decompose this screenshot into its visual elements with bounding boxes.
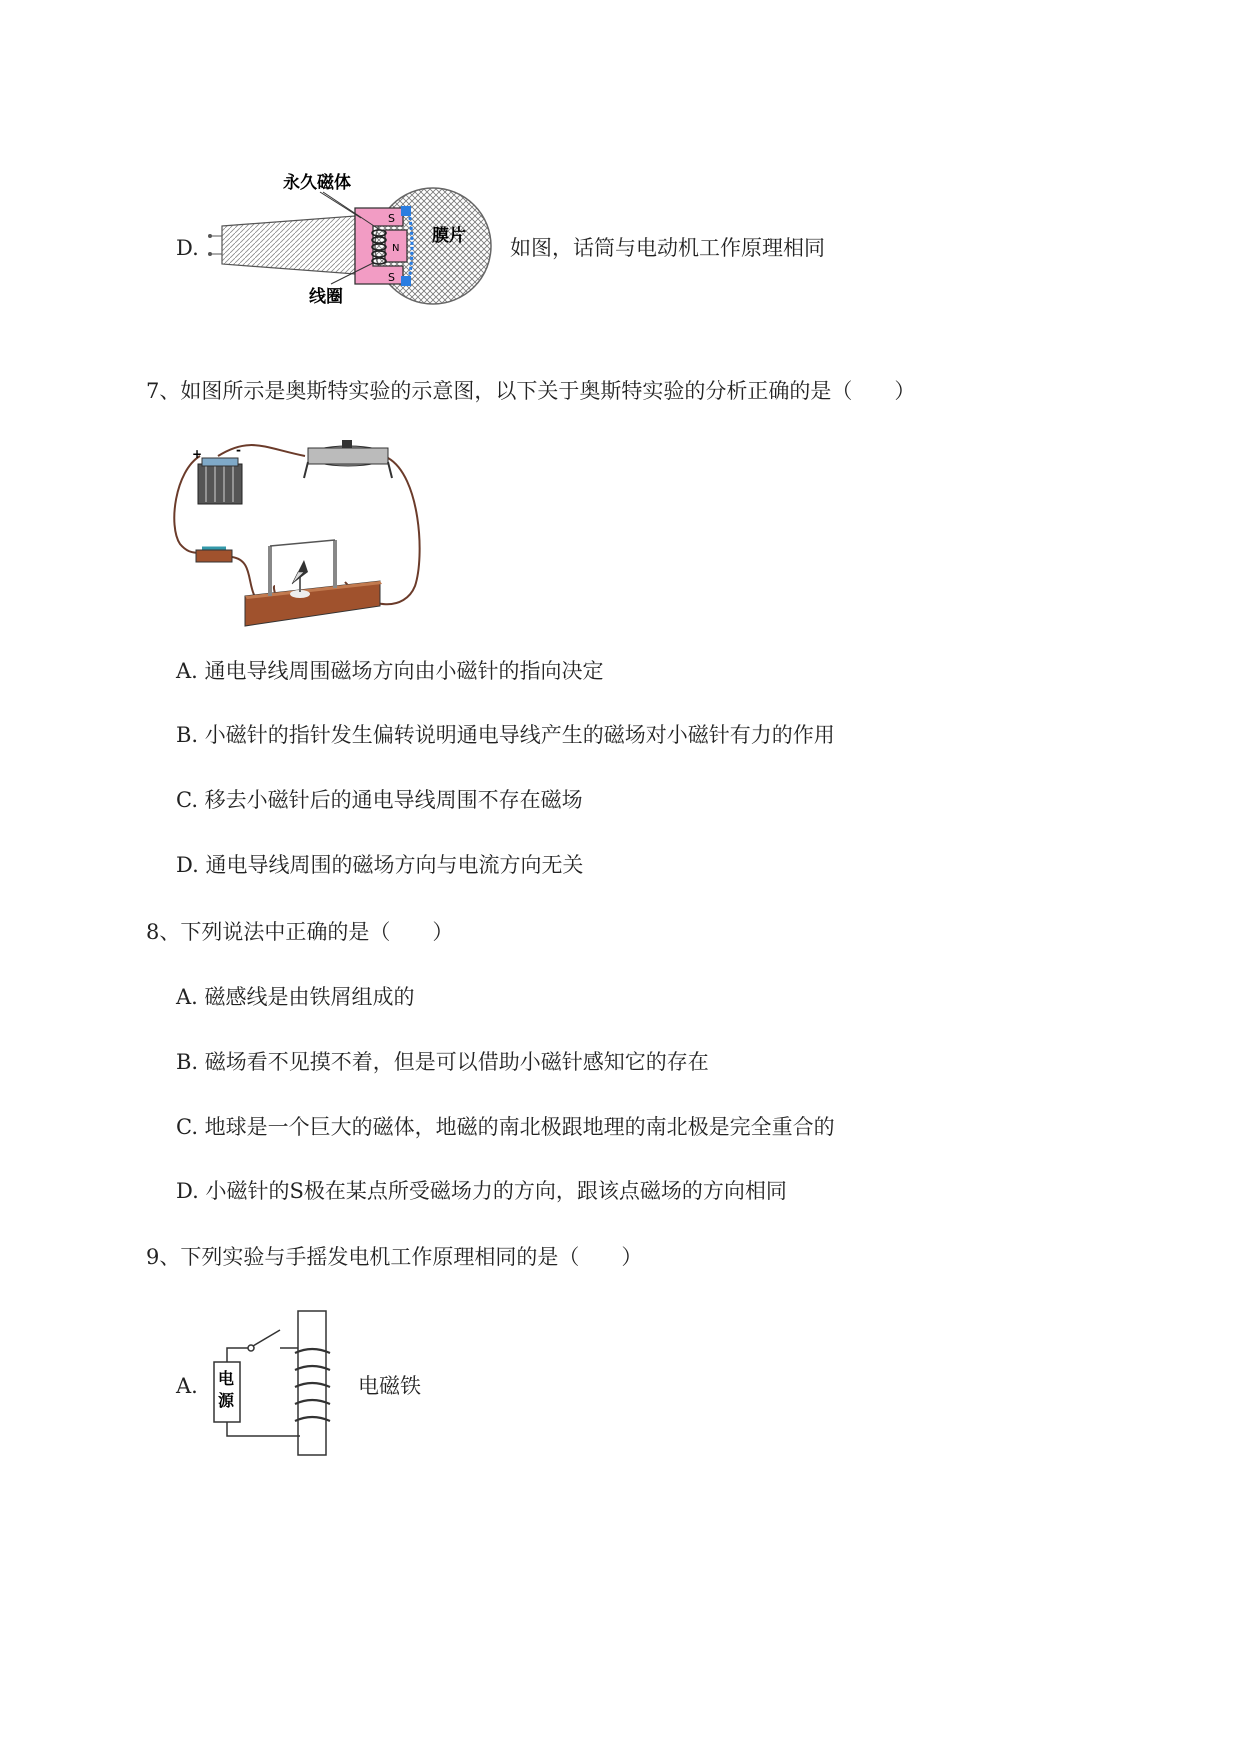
magnet-label: 永久磁体 <box>283 173 351 193</box>
q8-option-d: D. 小磁针的S极在某点所受磁场力的方向，跟该点磁场的方向相同 <box>176 1179 787 1203</box>
q7-option-a: A. 通电导线周围磁场方向由小磁针的指向决定 <box>176 659 604 683</box>
electromagnet-figure <box>210 1308 345 1458</box>
battery-plus-label: + <box>192 447 203 461</box>
diaphragm-label: 膜片 <box>432 226 466 246</box>
q9-option-a-letter: A. <box>176 1374 198 1398</box>
q6-option-d-letter: D. <box>176 236 199 260</box>
q8-stem: 8、下列说法中正确的是（ ） <box>146 920 454 944</box>
q9-stem: 9、下列实验与手摇发电机工作原理相同的是（ ） <box>146 1245 643 1269</box>
q9-option-a-text: 电磁铁 <box>358 1374 421 1398</box>
q7-stem: 7、如图所示是奥斯特实验的示意图，以下关于奥斯特实验的分析正确的是（ ） <box>146 379 916 403</box>
q8-option-b: B. 磁场看不见摸不着，但是可以借助小磁针感知它的存在 <box>176 1050 709 1074</box>
q7-option-c: C. 移去小磁针后的通电导线周围不存在磁场 <box>176 788 583 812</box>
battery-minus-label: - <box>236 443 241 457</box>
microphone-figure <box>205 168 495 313</box>
oersted-experiment-figure <box>170 436 430 632</box>
power-source-label-1: 电 <box>218 1369 235 1388</box>
pole-s-bottom-label: S <box>388 271 395 284</box>
q8-option-a: A. 磁感线是由铁屑组成的 <box>176 985 415 1009</box>
coil-label: 线圈 <box>309 287 343 307</box>
q8-option-c: C. 地球是一个巨大的磁体，地磁的南北极跟地理的南北极是完全重合的 <box>176 1115 835 1139</box>
q7-option-d: D. 通电导线周围的磁场方向与电流方向无关 <box>176 853 584 877</box>
q6-option-d-text: 如图，话筒与电动机工作原理相同 <box>510 236 825 260</box>
power-source-label-2: 源 <box>218 1391 235 1410</box>
pole-s-top-label: S <box>388 212 395 225</box>
q7-option-b: B. 小磁针的指针发生偏转说明通电导线产生的磁场对小磁针有力的作用 <box>176 723 835 747</box>
pole-n-label: N <box>392 243 400 254</box>
